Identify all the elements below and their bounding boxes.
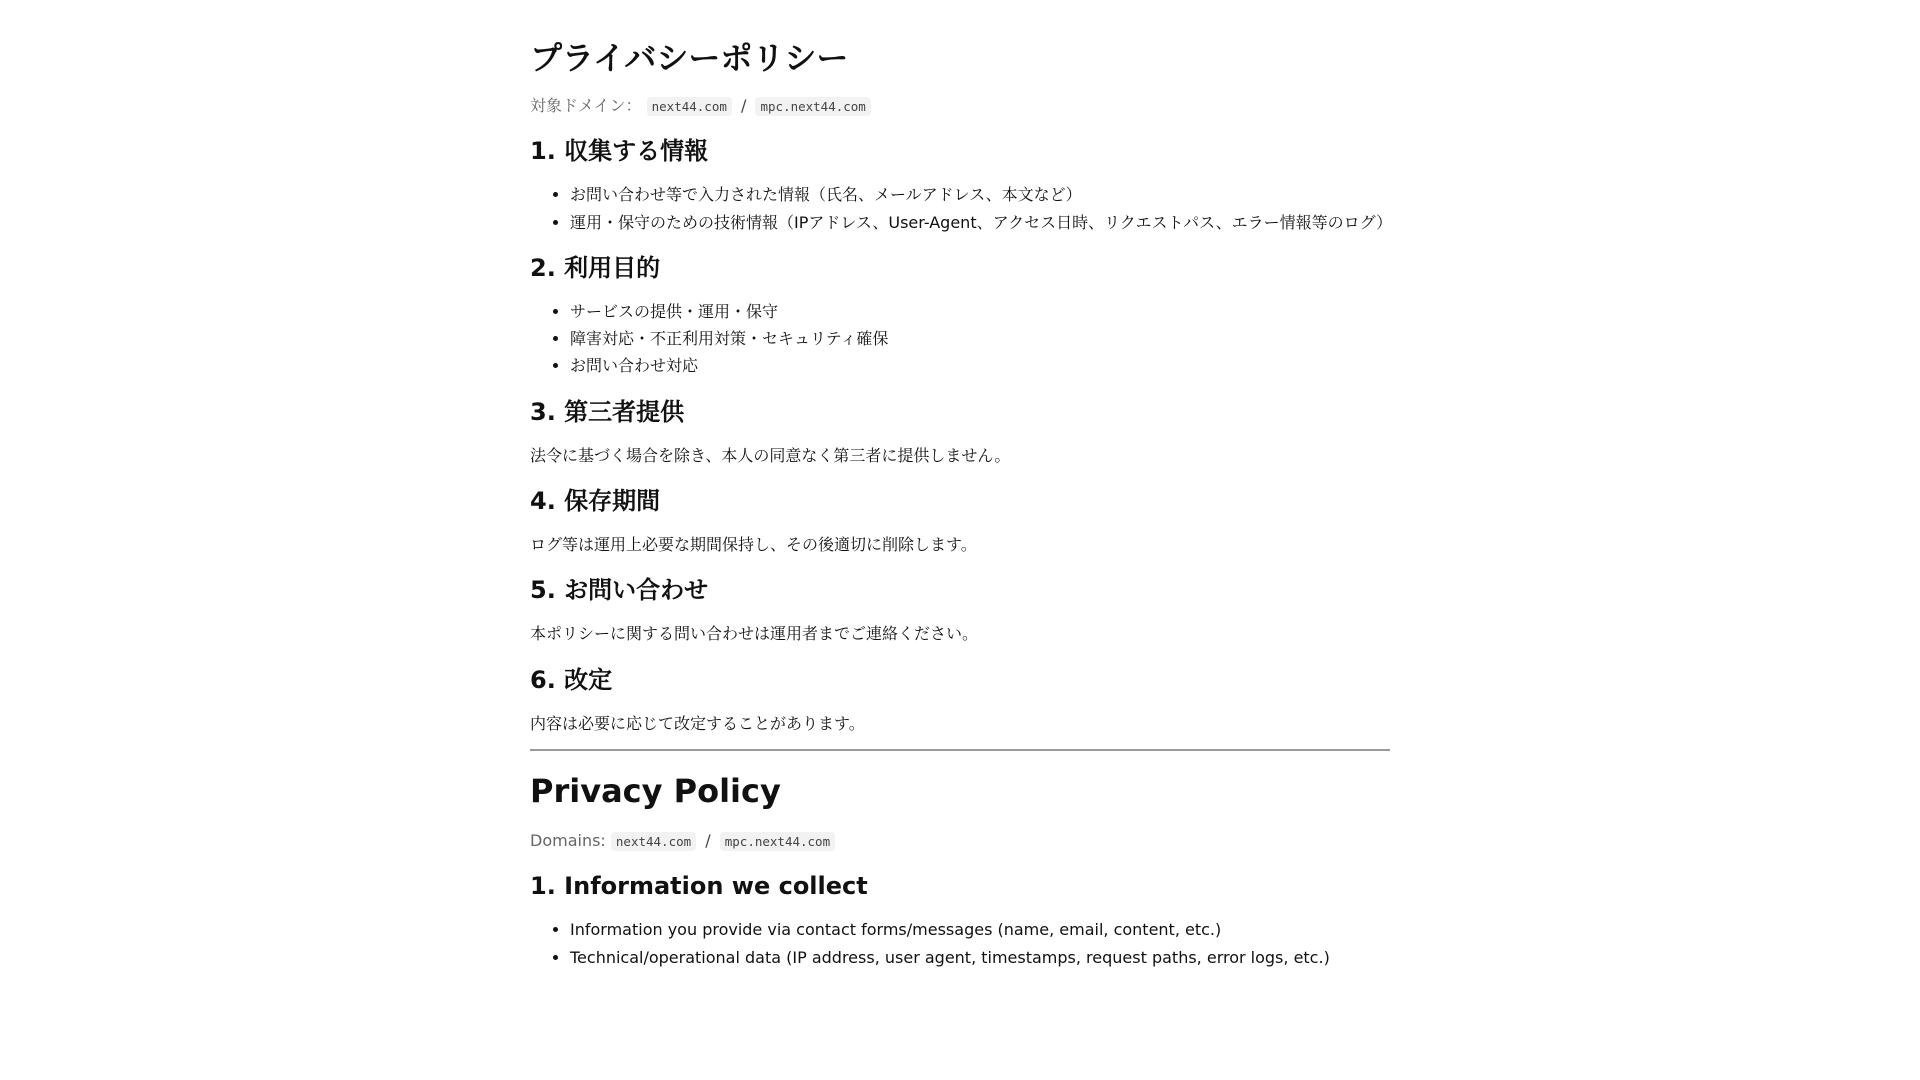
list-item: • 運用・保守のための技術情報（IPアドレス、User-Agent、アクセス日時、リクエストパス、エラー情報等のログ） bbox=[570, 209, 1390, 236]
third-party-text: 法令に基づく場合を除き、本人の同意なく第三者に提供しません。 bbox=[530, 445, 1011, 465]
domain-code-next44: next44.com bbox=[647, 97, 732, 116]
section-heading-purpose: 2. 利用目的 bbox=[530, 253, 661, 282]
page-title-en: Privacy Policy bbox=[530, 772, 781, 810]
domains-line-en bbox=[530, 827, 1390, 854]
purpose-list bbox=[530, 298, 1390, 380]
english-policy-section bbox=[530, 771, 1390, 971]
domain-code-mpc-next44: mpc.next44.com bbox=[720, 832, 835, 851]
list-item: • Technical/operational data (IP address, user agent, timestamps, request paths, error logs, etc.) bbox=[570, 944, 1390, 971]
domain-code-mpc-next44: mpc.next44.com bbox=[755, 97, 870, 116]
section-heading-information-we-collect: 1. Information we collect bbox=[530, 872, 868, 901]
section-heading-third-party: 3. 第三者提供 bbox=[530, 397, 685, 426]
retention-text: ログ等は運用上必要な期間保持し、その後適切に削除します。 bbox=[530, 535, 977, 555]
information-collected-list bbox=[530, 916, 1390, 970]
list-item: • お問い合わせ等で入力された情報（氏名、メールアドレス、本文など） bbox=[570, 181, 1390, 208]
privacy-policy-page bbox=[530, 0, 1393, 971]
section-heading-contact: 5. お問い合わせ bbox=[530, 576, 709, 605]
domains-label-en: Domains: bbox=[530, 831, 606, 850]
revision-text: 内容は必要に応じて改定することがあります。 bbox=[530, 713, 865, 733]
list-item: • お問い合わせ対応 bbox=[570, 352, 1390, 379]
domain-separator: / bbox=[705, 831, 711, 850]
domains-label-ja: 対象ドメイン： bbox=[530, 96, 642, 115]
section-divider bbox=[530, 749, 1390, 751]
page-title-ja: プライバシーポリシー bbox=[530, 39, 849, 77]
section-heading-retention: 4. 保存期間 bbox=[530, 486, 661, 515]
domain-code-next44: next44.com bbox=[611, 832, 696, 851]
contact-text: 本ポリシーに関する問い合わせは運用者までご連絡ください。 bbox=[530, 624, 979, 644]
domain-separator: / bbox=[740, 96, 747, 115]
collected-info-list bbox=[530, 181, 1393, 235]
list-item: • Information you provide via contact forms/messages (name, email, content, etc.) bbox=[570, 916, 1390, 943]
section-heading-collected-info: 1. 収集する情報 bbox=[530, 137, 709, 166]
list-item: • 障害対応・不正利用対策・セキュリティ確保 bbox=[570, 325, 1390, 352]
list-item: • サービスの提供・運用・保守 bbox=[570, 298, 1390, 325]
japanese-policy-section bbox=[530, 38, 1393, 737]
section-heading-revision: 6. 改定 bbox=[530, 665, 613, 694]
domains-line-ja bbox=[530, 92, 1390, 119]
